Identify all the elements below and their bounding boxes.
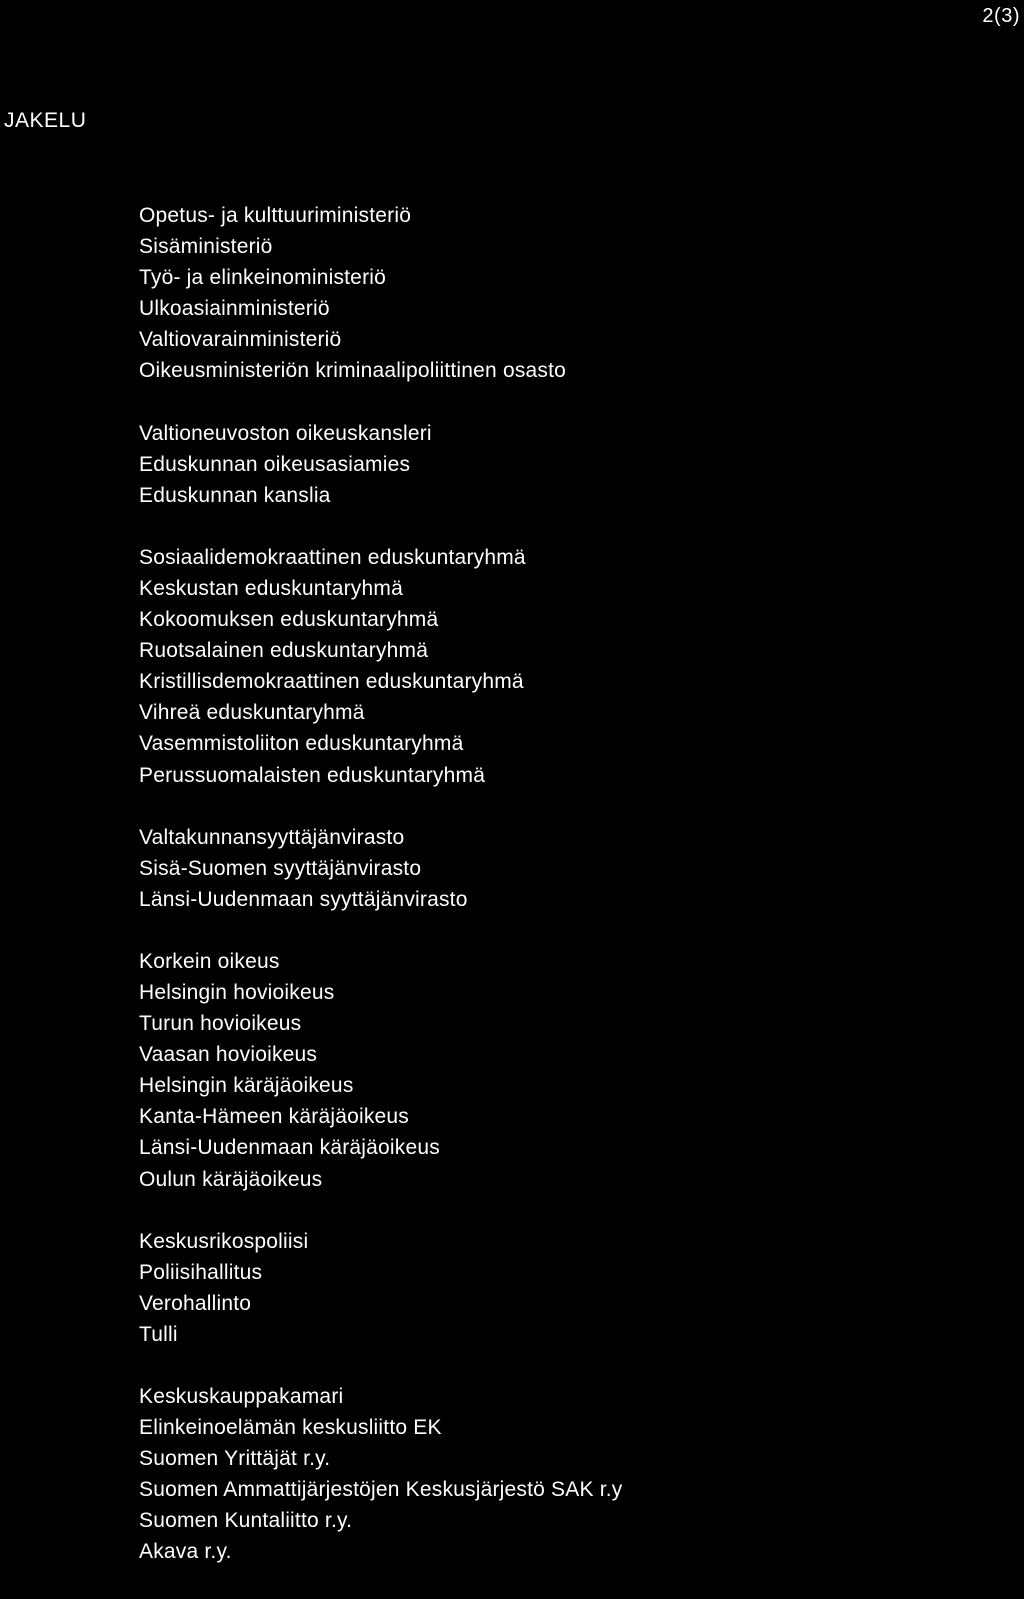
- recipient-item: Länsi-Uudenmaan käräjäoikeus: [139, 1136, 440, 1160]
- recipient-item: Elinkeinoelämän keskusliitto EK: [139, 1416, 442, 1440]
- recipient-item: Keskuskauppakamari: [139, 1385, 344, 1408]
- recipient-item: Suomen Ammattijärjestöjen Keskusjärjestö SAK r.y: [139, 1478, 623, 1502]
- recipient-group-parliamentary: [139, 542, 622, 791]
- recipient-item: Sisäministeriö: [139, 235, 273, 259]
- recipient-item: Keskustan eduskuntaryhmä: [139, 576, 403, 600]
- recipient-item: Suomen Yrittäjät r.y.: [139, 1447, 331, 1471]
- recipient-item: Sosiaalidemokraattinen eduskuntaryhmä: [139, 545, 526, 569]
- recipient-item: Sisä-Suomen syyttäjänvirasto: [139, 856, 422, 880]
- recipient-group-oversight: [139, 418, 622, 511]
- recipient-item: Kokoomuksen eduskuntaryhmä: [139, 608, 439, 632]
- recipient-item: Eduskunnan kanslia: [139, 483, 331, 507]
- recipient-item: Tulli: [139, 1322, 178, 1346]
- recipient-item: Työ- ja elinkeinoministeriö: [139, 266, 387, 290]
- recipient-group-prosecution: [139, 822, 622, 915]
- recipient-item: Vasemmistoliiton eduskuntaryhmä: [139, 732, 464, 756]
- recipient-item: Keskusrikospoliisi: [139, 1229, 309, 1253]
- recipient-item: Valtiovarainministeriö: [139, 328, 342, 352]
- recipient-item: Helsingin hovioikeus: [139, 980, 335, 1004]
- recipient-item: Korkein oikeus: [139, 949, 280, 973]
- recipient-item: Perussuomalaisten eduskuntaryhmä: [139, 763, 486, 787]
- recipient-group-courts: [139, 946, 622, 1195]
- recipient-item: Oulun käräjäoikeus: [139, 1167, 323, 1191]
- recipient-item: Suomen Kuntaliitto r.y.: [139, 1509, 353, 1533]
- recipient-item: Akava r.y.: [139, 1540, 232, 1564]
- recipient-item: Eduskunnan oikeusasiamies: [139, 452, 411, 476]
- recipient-item: Ruotsalainen eduskuntaryhmä: [139, 639, 429, 663]
- recipient-item: Verohallinto: [139, 1291, 252, 1315]
- recipient-item: Ulkoasiainministeriö: [139, 297, 330, 321]
- recipient-item: Vihreä eduskuntaryhmä: [139, 701, 365, 725]
- distribution-list: [139, 200, 622, 1599]
- recipient-item: Helsingin käräjäoikeus: [139, 1074, 354, 1098]
- distribution-heading: JAKELU: [4, 109, 87, 132]
- recipient-item: Valtakunnansyyttäjänvirasto: [139, 825, 405, 849]
- recipient-item: Vaasan hovioikeus: [139, 1043, 318, 1067]
- recipient-item: Länsi-Uudenmaan syyttäjänvirasto: [139, 887, 468, 911]
- recipient-item: Oikeusministeriön kriminaalipoliittinen osasto: [139, 359, 567, 383]
- recipient-item: Valtioneuvoston oikeuskansleri: [139, 421, 432, 445]
- recipient-item: Opetus- ja kulttuuriministeriö: [139, 204, 412, 227]
- page-number: 2(3): [982, 5, 1020, 27]
- recipient-item: Turun hovioikeus: [139, 1012, 302, 1036]
- recipient-item: Kanta-Hämeen käräjäoikeus: [139, 1105, 409, 1129]
- recipient-item: Poliisihallitus: [139, 1260, 263, 1284]
- recipient-group-authorities: [139, 1226, 622, 1350]
- recipient-item: Kristillisdemokraattinen eduskuntaryhmä: [139, 670, 524, 694]
- recipient-group-ministries: [139, 200, 622, 387]
- recipient-group-organizations: [139, 1381, 622, 1568]
